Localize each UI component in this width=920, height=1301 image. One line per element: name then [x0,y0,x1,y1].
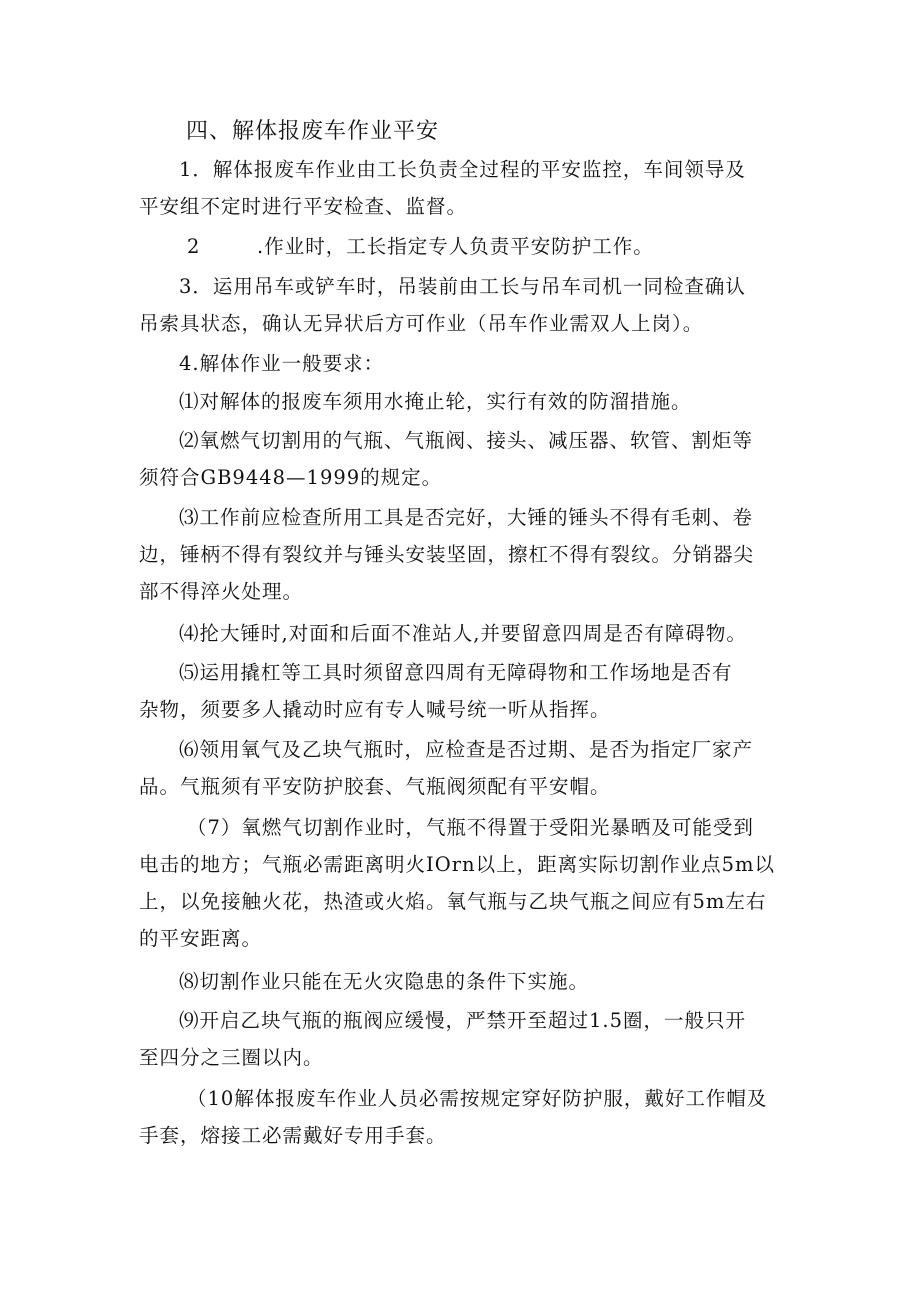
paragraph-line: 须符合GB9448—1999的规定。 [139,466,443,489]
paragraph-line: 1．解体报废车作业由工长负责全过程的平安监控，车间领导及 [179,158,746,181]
paragraph-line: ⑷抡大锤时,对面和后面不准站人,并要留意四周是否有障碍物。 [179,622,747,645]
paragraph-line: 电击的地方；气瓶必需距离明火IOrn以上，距离实际切割作业点5m以 [139,853,775,876]
paragraph-line: ⑶工作前应检查所用工具是否完好，大锤的锤头不得有毛刺、卷 [179,506,754,529]
paragraph-11 [139,809,799,957]
paragraph-10 [139,731,799,805]
paragraph-5 [139,383,799,420]
paragraph-text: .作业时，工长指定专人负责平安防护工作。 [257,235,654,258]
paragraph-line: ⑵氧燃气切割用的气瓶、气瓶阀、接头、减压器、软管、割炬等 [179,429,754,452]
paragraph-line: ⑻切割作业只能在无火灾隐患的条件下实施。 [179,970,590,993]
paragraph-14 [139,1080,799,1154]
paragraph-line: 的平安距离。 [139,927,263,950]
paragraph-line: 3．运用吊车或铲车时，吊装前由工长与吊车司机一同检查确认 [179,275,746,298]
section-heading: 四、解体报废车作业平安 [186,119,440,144]
paragraph-13 [139,1002,799,1076]
paragraph-12 [139,963,799,1000]
paragraph-line: 吊索具状态，确认无异状后方可作业（吊车作业需双人上岗）。 [139,312,704,335]
paragraph-line: ⑼开启乙块气瓶的瓶阀应缓慢，严禁开至超过1.5圈，一般只开 [179,1009,747,1032]
paragraph-line: 上，以免接触火花，热渣或火焰。氧气瓶与乙块气瓶之间应有5m左右 [139,890,767,913]
paragraph-line: 杂物，须要多人撬动时应有专人喊号统一听从指挥。 [139,698,611,721]
paragraph-line: （10解体报废车作业人员必需按规定穿好防护服，戴好工作帽及 [187,1087,768,1110]
paragraph-line: 手套，熔接工必需戴好专用手套。 [139,1124,447,1147]
paragraph-line: ⑸运用撬杠等工具时须留意四周有无障碍物和工作场地是否有 [179,661,733,684]
paragraph-line: 平安组不定时进行平安检查、监督。 [139,195,468,218]
paragraph-4 [139,345,799,382]
paragraph-number: 2 [187,235,201,258]
paragraph-line: 部不得淬火处理。 [139,580,304,603]
paragraph-9 [139,654,799,728]
paragraph-line: ⑹领用氧气及乙块气瓶时，应检查是否过期、是否为指定厂家产 [179,738,754,761]
paragraph-line: 品。气瓶须有平安防护胶套、气瓶阀须配有平安帽。 [139,775,611,798]
paragraph-line: 4.解体作业一般要求： [179,352,385,375]
paragraph-3 [139,268,799,342]
paragraph-1 [139,151,799,225]
paragraph-line [139,228,799,265]
paragraph-8 [139,615,799,652]
paragraph-line: （7）氧燃气切割作业时，气瓶不得置于受阳光暴晒及可能受到 [187,816,754,839]
paragraph-line: 至四分之三圈以内。 [139,1046,324,1069]
paragraph-line: 边，锤柄不得有裂纹并与锤头安装坚固，擦杠不得有裂纹。分销器尖 [139,543,755,566]
paragraph-2 [139,228,799,265]
paragraph-6 [139,422,799,496]
paragraph-line: ⑴对解体的报废车须用水掩止轮，实行有效的防溜措施。 [179,390,692,413]
paragraph-7 [139,499,799,610]
